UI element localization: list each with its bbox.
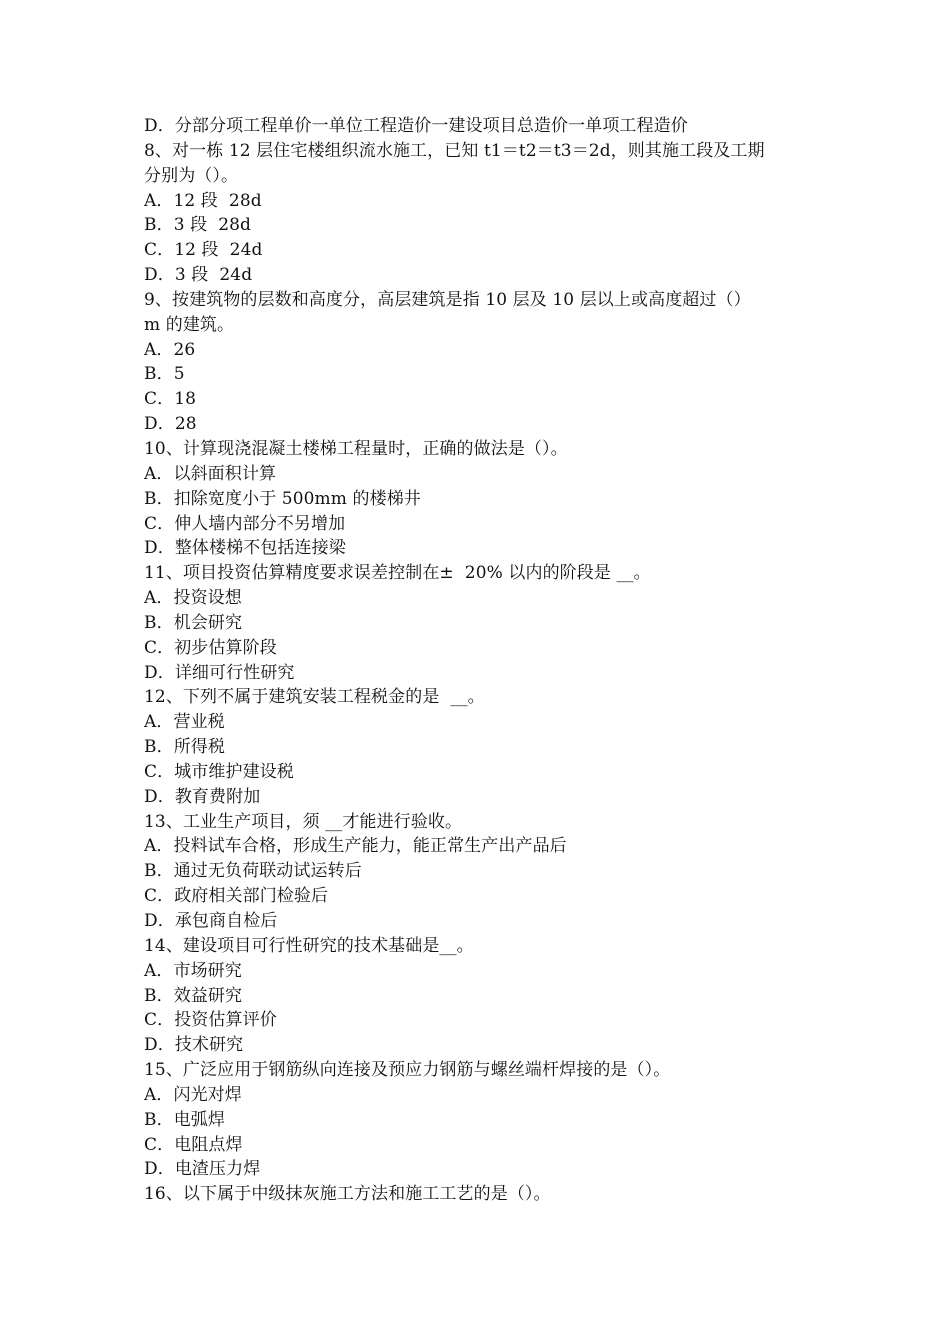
question-10-stem: 10、计算现浇混凝土楼梯工程量时，正确的做法是（）。 xyxy=(144,438,568,459)
question-14-option-c: C．投资估算评价 xyxy=(144,1010,277,1031)
question-8-stem-cont: 分别为（）。 xyxy=(144,165,239,186)
question-8-option-a: A．12 段 28d xyxy=(144,190,262,211)
question-14-option-a: A．市场研究 xyxy=(144,960,242,981)
question-8-stem: 8、对一栋 12 层住宅楼组织流水施工，已知 t1＝t2＝t3＝2d，则其施工段及工期 xyxy=(144,140,765,161)
question-10-option-a: A．以斜面积计算 xyxy=(144,463,277,484)
question-12-option-b: B．所得税 xyxy=(144,737,225,758)
question-10-option-c: C．伸人墙内部分不另增加 xyxy=(144,513,346,534)
question-8-option-c: C．12 段 24d xyxy=(144,240,263,261)
question-9-stem: 9、按建筑物的层数和高度分，高层建筑是指 10 层及 10 层以上或高度超过（） xyxy=(144,289,751,310)
question-13-stem: 13、工业生产项目，须 __才能进行验收。 xyxy=(144,811,463,832)
question-14-option-d: D．技术研究 xyxy=(144,1035,244,1056)
question-10-option-b: B．扣除宽度小于 500mm 的楼梯井 xyxy=(144,488,421,509)
question-13-option-c: C．政府相关部门检验后 xyxy=(144,886,329,907)
question-11-option-a: A．投资设想 xyxy=(144,588,242,609)
question-12-option-d: D．教育费附加 xyxy=(144,786,261,807)
question-10-option-d: D．整体楼梯不包括连接梁 xyxy=(144,538,346,559)
question-13-option-b: B．通过无负荷联动试运转后 xyxy=(144,861,362,882)
question-14-stem: 14、建设项目可行性研究的技术基础是__。 xyxy=(144,935,474,956)
question-15-option-b: B．电弧焊 xyxy=(144,1109,225,1130)
question-12-option-a: A．营业税 xyxy=(144,712,225,733)
question-9-option-c: C．18 xyxy=(144,389,197,410)
question-8-option-b: B．3 段 28d xyxy=(144,215,252,236)
text-line: D．分部分项工程单价一单位工程造价一建设项目总造价一单项工程造价 xyxy=(144,116,688,136)
question-9-option-d: D．28 xyxy=(144,414,197,435)
question-15-option-c: C．电阻点焊 xyxy=(144,1134,243,1155)
question-8-option-d: D．3 段 24d xyxy=(144,265,253,286)
question-9-option-a: A．26 xyxy=(144,339,196,360)
question-11-stem: 11、项目投资估算精度要求误差控制在± 20% 以内的阶段是 __。 xyxy=(144,563,651,584)
question-14-option-b: B．效益研究 xyxy=(144,985,243,1006)
question-13-option-d: D．承包商自检后 xyxy=(144,911,278,931)
question-12-stem: 12、下列不属于建筑安装工程税金的是 __。 xyxy=(144,687,485,708)
question-16-stem: 16、以下属于中级抹灰施工方法和施工工艺的是（）。 xyxy=(144,1184,551,1205)
question-11-option-b: B．机会研究 xyxy=(144,612,243,633)
question-12-option-c: C．城市维护建设税 xyxy=(144,761,294,782)
question-15-option-d: D．电渣压力焊 xyxy=(144,1159,261,1180)
question-13-option-a: A．投料试车合格，形成生产能力，能正常生产出产品后 xyxy=(144,836,567,857)
question-11-option-d: D．详细可行性研究 xyxy=(144,662,295,683)
document-page xyxy=(144,114,824,1207)
question-9-option-b: B．5 xyxy=(144,364,185,385)
question-11-option-c: C．初步估算阶段 xyxy=(144,637,277,658)
question-9-stem-cont: m 的建筑。 xyxy=(144,314,235,335)
question-15-stem: 15、广泛应用于钢筋纵向连接及预应力钢筋与螺丝端杆焊接的是（）。 xyxy=(144,1060,671,1081)
question-15-option-a: A．闪光对焊 xyxy=(144,1084,242,1105)
